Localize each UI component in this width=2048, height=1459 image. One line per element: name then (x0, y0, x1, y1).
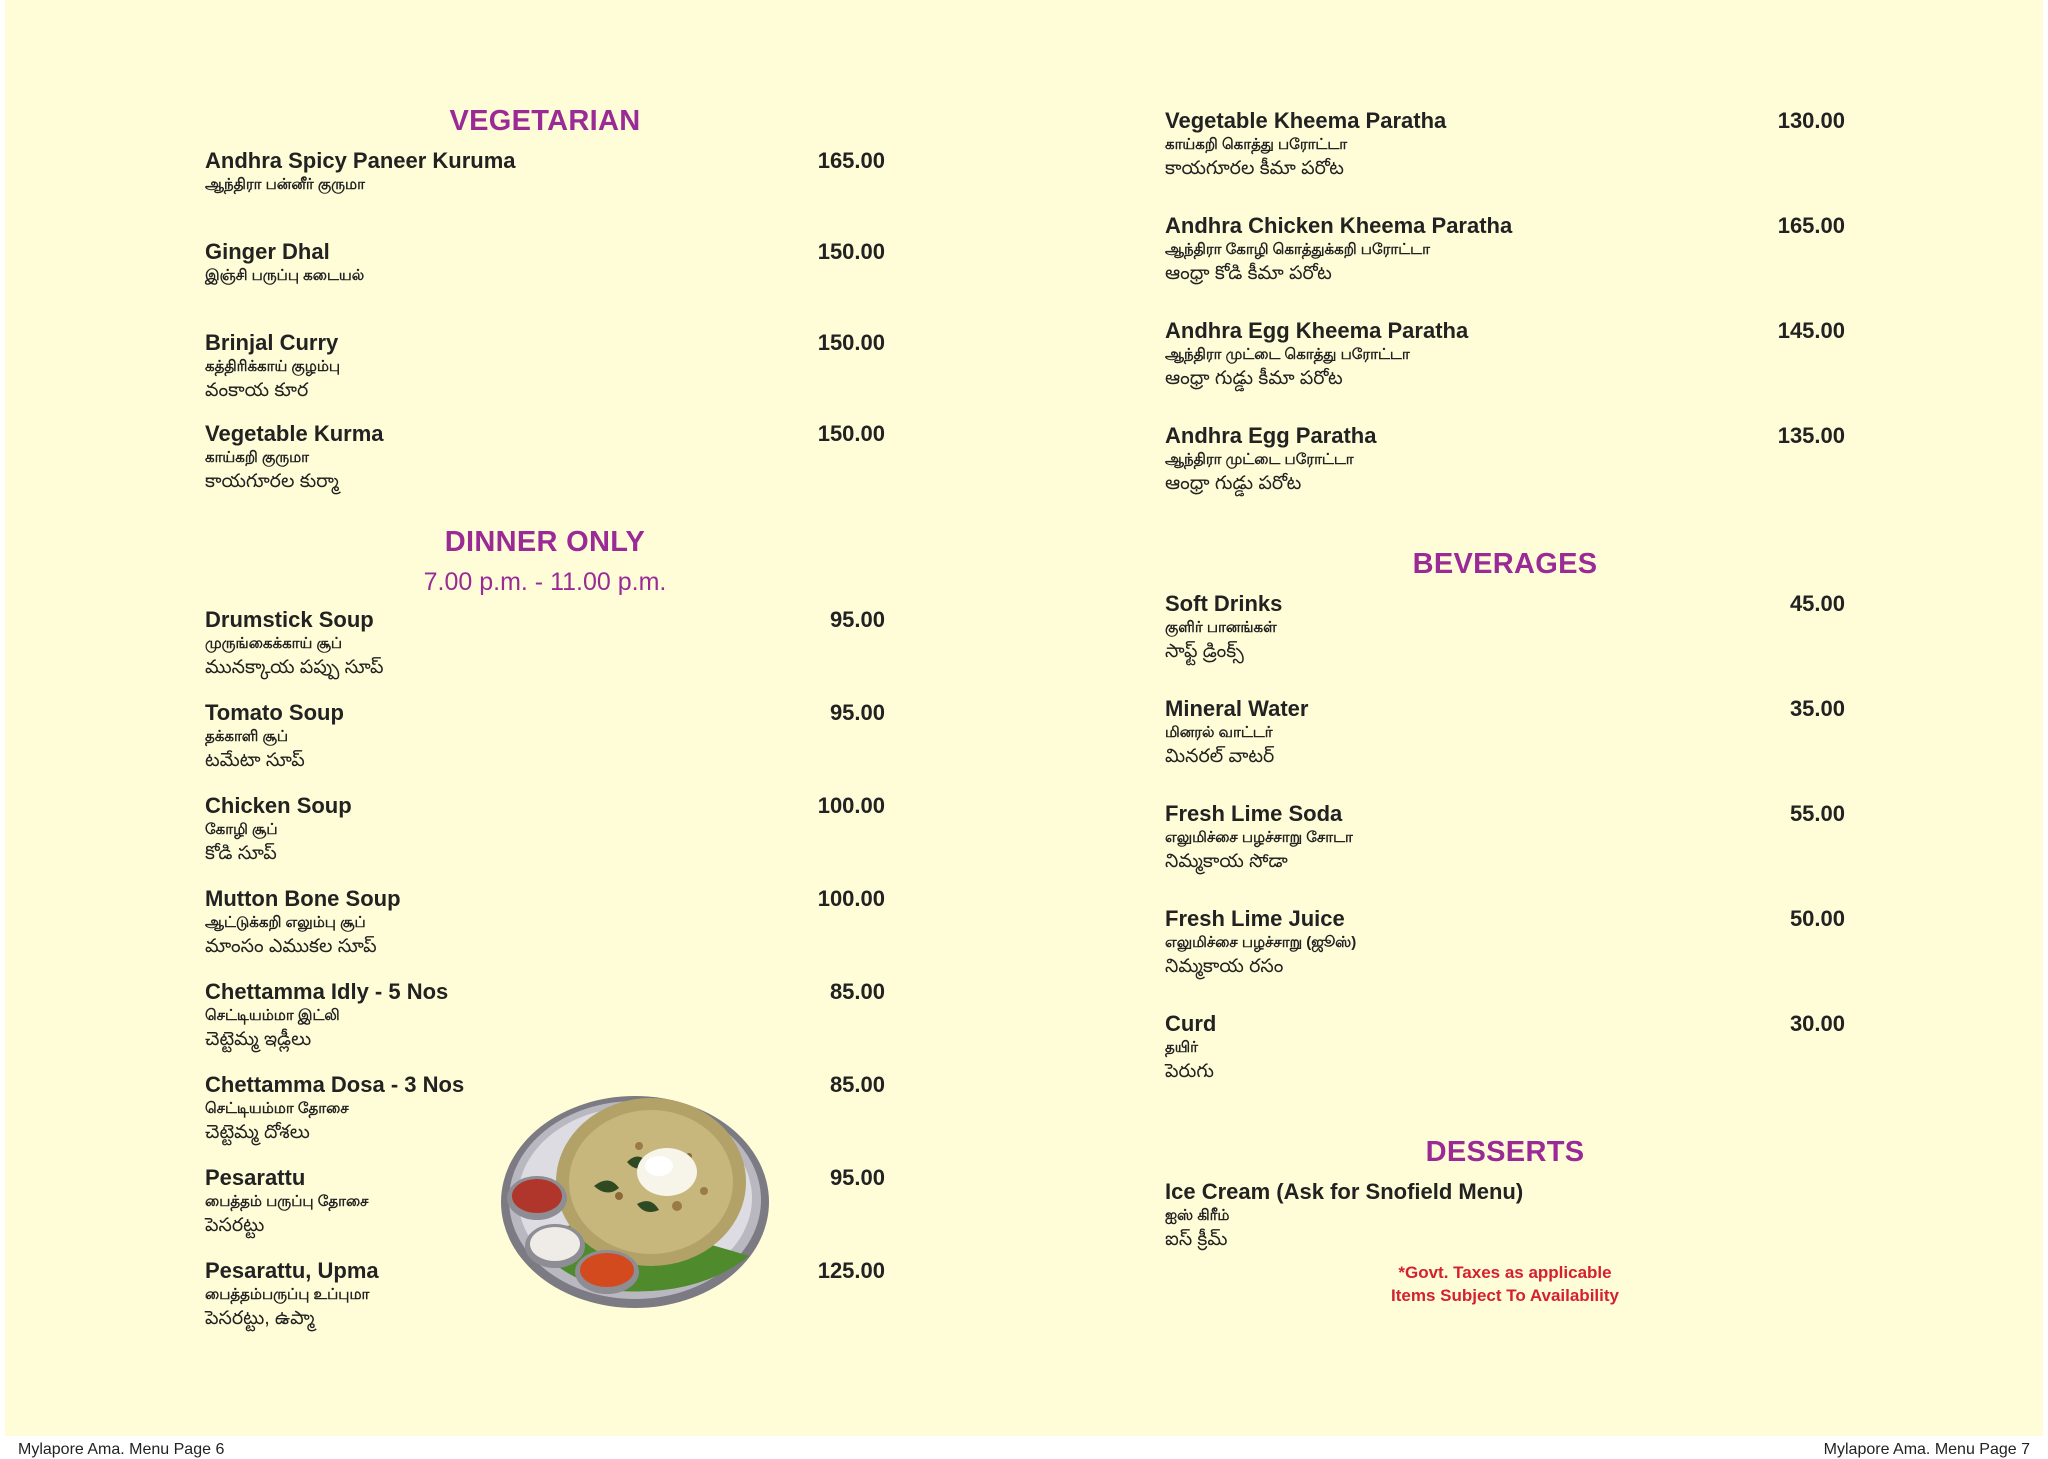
item-telugu: కాయగూరల కీమా పరోట (1165, 158, 1344, 179)
menu-item (1165, 318, 1845, 392)
footer-right-page-label: Mylapore Ama. Menu Page 7 (1823, 1441, 2030, 1458)
item-telugu: ఆంధ్రా గుడ్డు కీమా పరోట (1165, 368, 1343, 389)
dinner-hours: 7.00 p.m. - 11.00 p.m. (423, 568, 667, 596)
item-tamil: தக்காளி சூப் (205, 728, 289, 745)
item-tamil: செட்டியம்மா இட்லி (205, 1007, 340, 1024)
section-title-dinner: DINNER ONLY (444, 526, 646, 558)
item-telugu: పెరుగు (1165, 1061, 1215, 1082)
menu-item (205, 421, 885, 495)
menu-item (205, 886, 885, 960)
item-tamil: ஆந்திரா முட்டை கொத்து பரோட்டா (1165, 346, 1410, 363)
item-telugu: నిమ్మకాయ రసం (1165, 956, 1284, 977)
item-telugu: పెసరట్టు, ఉప్మా (205, 1308, 315, 1329)
item-name: Andhra Egg Paratha (1165, 423, 1377, 448)
item-telugu: సాఫ్ట్ డ్రింక్స్ (1165, 641, 1244, 662)
section-title-desserts: DESSERTS (1425, 1136, 1585, 1168)
menu-item (1165, 108, 1845, 182)
menu-item (205, 979, 885, 1053)
menu-item (205, 330, 885, 404)
taxes-note: *Govt. Taxes as applicable (1398, 1263, 1612, 1282)
item-tamil: பைத்தம்பருப்பு உப்புமா (205, 1286, 370, 1303)
item-name: Ginger Dhal (205, 239, 330, 264)
item-telugu: వంకాయ కూర (205, 380, 309, 401)
menu-item (205, 239, 885, 287)
item-name: Tomato Soup (205, 700, 344, 725)
item-telugu: కోడి సూప్ (205, 843, 277, 864)
item-name: Andhra Spicy Paneer Kuruma (205, 148, 516, 173)
item-price: 85.00 (829, 979, 885, 1004)
item-price: 45.00 (1789, 591, 1845, 616)
item-tamil: பைத்தம் பருப்பு தோசை (205, 1193, 369, 1210)
footer-left-page-label: Mylapore Ama. Menu Page 6 (18, 1441, 225, 1458)
item-telugu: నిమ్మకాయ సోడా (1165, 851, 1288, 872)
item-telugu: ఆంధ్రా గుడ్డు పరోట (1165, 473, 1302, 494)
menu-item (205, 700, 885, 774)
item-price: 95.00 (829, 1165, 885, 1190)
item-price: 50.00 (1789, 906, 1845, 931)
item-price: 150.00 (817, 330, 885, 355)
item-telugu: పెసరట్టు (205, 1215, 265, 1236)
menu-item (1165, 906, 1845, 980)
item-telugu: ఐస్ క్రీమ్ (1165, 1229, 1228, 1250)
menu-item (1165, 801, 1845, 875)
menu-item (205, 793, 885, 867)
item-telugu: మాంసం ఎముకల సూప్ (205, 936, 377, 957)
menu-item (1165, 696, 1845, 770)
item-telugu: టమేటా సూప్ (205, 750, 305, 771)
item-price: 100.00 (817, 886, 885, 911)
menu-item (1165, 213, 1845, 287)
item-price: 130.00 (1777, 108, 1845, 133)
item-tamil: மினரல் வாட்டர் (1165, 724, 1273, 741)
item-tamil: ஆந்திரா பன்னீர் குருமா (205, 176, 365, 193)
item-price: 95.00 (829, 700, 885, 725)
item-telugu: కాయగూరల కుర్మా (205, 471, 339, 492)
item-price: 100.00 (817, 793, 885, 818)
menu-item (1165, 1011, 1845, 1085)
item-name: Vegetable Kurma (205, 421, 384, 446)
item-price: 145.00 (1777, 318, 1845, 343)
item-price: 125.00 (817, 1258, 885, 1283)
item-name: Pesarattu, Upma (205, 1258, 379, 1283)
menu-item (1165, 1179, 1845, 1253)
item-tamil: காய்கறி குருமா (205, 449, 310, 466)
item-tamil: முருங்கைக்காய் சூப் (205, 635, 343, 652)
availability-note: Items Subject To Availability (1391, 1286, 1619, 1305)
item-tamil: எலுமிச்சை பழச்சாறு (ஜூஸ்) (1165, 934, 1357, 951)
item-tamil: தயிர் (1165, 1039, 1199, 1056)
item-tamil: இஞ்சி பருப்பு கடையல் (205, 267, 365, 284)
item-price: 135.00 (1777, 423, 1845, 448)
item-name: Mineral Water (1165, 696, 1309, 721)
item-name: Ice Cream (Ask for Snofield Menu) (1165, 1179, 1524, 1204)
dosa-plate-image (499, 1086, 771, 1310)
section-title-beverages: BEVERAGES (1412, 548, 1598, 580)
item-name: Pesarattu (205, 1165, 306, 1190)
item-name: Andhra Chicken Kheema Paratha (1165, 213, 1513, 238)
right-column (1165, 108, 1845, 1307)
item-telugu: మినరల్ వాటర్ (1165, 746, 1275, 767)
item-tamil: காய்கறி கொத்து பரோட்டா (1165, 136, 1348, 153)
item-price: 30.00 (1789, 1011, 1845, 1036)
item-price: 165.00 (817, 148, 885, 173)
item-tamil: கத்திரிக்காய் குழம்பு (205, 358, 341, 375)
item-name: Mutton Bone Soup (205, 886, 401, 911)
item-name: Chicken Soup (205, 793, 352, 818)
item-name: Vegetable Kheema Paratha (1165, 108, 1447, 133)
item-price: 85.00 (829, 1072, 885, 1097)
menu-item (205, 607, 885, 681)
item-telugu: ఆంధ్రా కోడి కీమా పరోట (1165, 263, 1332, 284)
item-telugu: చెట్టెమ్మ దోశలు (205, 1122, 310, 1143)
item-tamil: ஆட்டுக்கறி எலும்பு சூப் (205, 914, 366, 931)
item-price: 150.00 (817, 421, 885, 446)
item-price: 55.00 (1789, 801, 1845, 826)
item-name: Drumstick Soup (205, 607, 374, 632)
item-name: Chettamma Idly - 5 Nos (205, 979, 449, 1004)
menu-item (1165, 591, 1845, 665)
item-name: Curd (1165, 1011, 1217, 1036)
item-price: 95.00 (829, 607, 885, 632)
item-tamil: ஐஸ் கிரீம் (1165, 1207, 1230, 1224)
item-tamil: ஆந்திரா முட்டை பரோட்டா (1165, 451, 1354, 468)
item-price: 165.00 (1777, 213, 1845, 238)
item-price: 35.00 (1789, 696, 1845, 721)
item-tamil: ஆந்திரா கோழி கொத்துக்கறி பரோட்டா (1165, 241, 1430, 258)
item-tamil: குளிர் பானங்கள் (1165, 619, 1277, 636)
section-title-vegetarian: VEGETARIAN (449, 105, 641, 137)
menu-item (205, 148, 885, 196)
item-name: Fresh Lime Juice (1165, 906, 1345, 931)
menu-spread (5, 0, 2043, 1436)
item-telugu: మునక్కాయ పప్పు సూప్ (205, 657, 384, 678)
item-telugu: చెట్టెమ్మ ఇడ్లీలు (205, 1029, 312, 1050)
item-name: Brinjal Curry (205, 330, 339, 355)
item-name: Soft Drinks (1165, 591, 1283, 616)
item-name: Fresh Lime Soda (1165, 801, 1343, 826)
item-price: 150.00 (817, 239, 885, 264)
menu-item (1165, 423, 1845, 497)
item-tamil: கோழி சூப் (205, 821, 278, 838)
item-name: Chettamma Dosa - 3 Nos (205, 1072, 465, 1097)
item-tamil: செட்டியம்மா தோசை (205, 1100, 349, 1117)
item-tamil: எலுமிச்சை பழச்சாறு சோடா (1165, 829, 1353, 846)
item-name: Andhra Egg Kheema Paratha (1165, 318, 1469, 343)
